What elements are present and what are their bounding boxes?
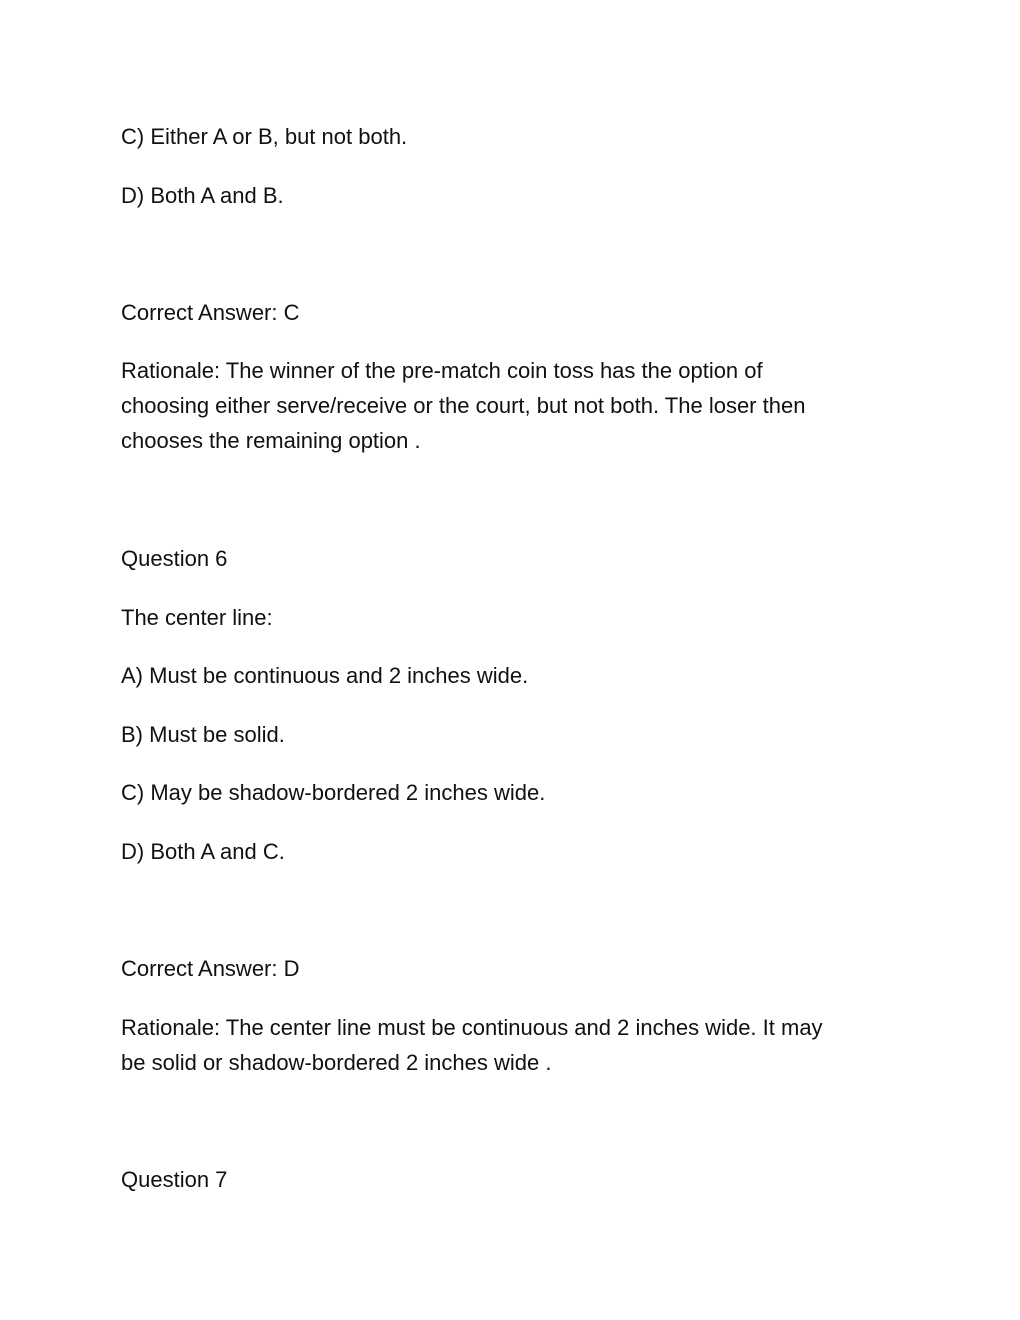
prev-rationale-line-3: chooses the remaining option .: [121, 428, 421, 453]
question-6-option-b: B) Must be solid.: [121, 722, 285, 747]
question-7-heading: Question 7: [121, 1167, 228, 1192]
question-6-option-d: D) Both A and C.: [121, 839, 285, 864]
question-6-heading: Question 6: [121, 546, 228, 571]
question-6-prompt: The center line:: [121, 605, 273, 630]
question-6-rationale-line-2: be solid or shadow-bordered 2 inches wide .: [121, 1050, 552, 1075]
prev-rationale: [121, 353, 921, 458]
prev-correct-answer: Correct Answer: C: [121, 300, 300, 325]
question-6-option-c: C) May be shadow-bordered 2 inches wide.: [121, 780, 546, 805]
question-6-correct-answer: Correct Answer: D: [121, 956, 300, 981]
question-6-option-a: A) Must be continuous and 2 inches wide.: [121, 663, 529, 688]
prev-option-d: D) Both A and B.: [121, 183, 284, 208]
prev-rationale-line-2: choosing either serve/receive or the court, but not both. The loser then: [121, 393, 806, 418]
question-6-rationale: [121, 1010, 921, 1080]
question-6-rationale-line-1: Rationale: The center line must be continuous and 2 inches wide. It may: [121, 1015, 823, 1040]
prev-rationale-line-1: Rationale: The winner of the pre-match coin toss has the option of: [121, 358, 763, 383]
prev-option-c: C) Either A or B, but not both.: [121, 124, 408, 149]
